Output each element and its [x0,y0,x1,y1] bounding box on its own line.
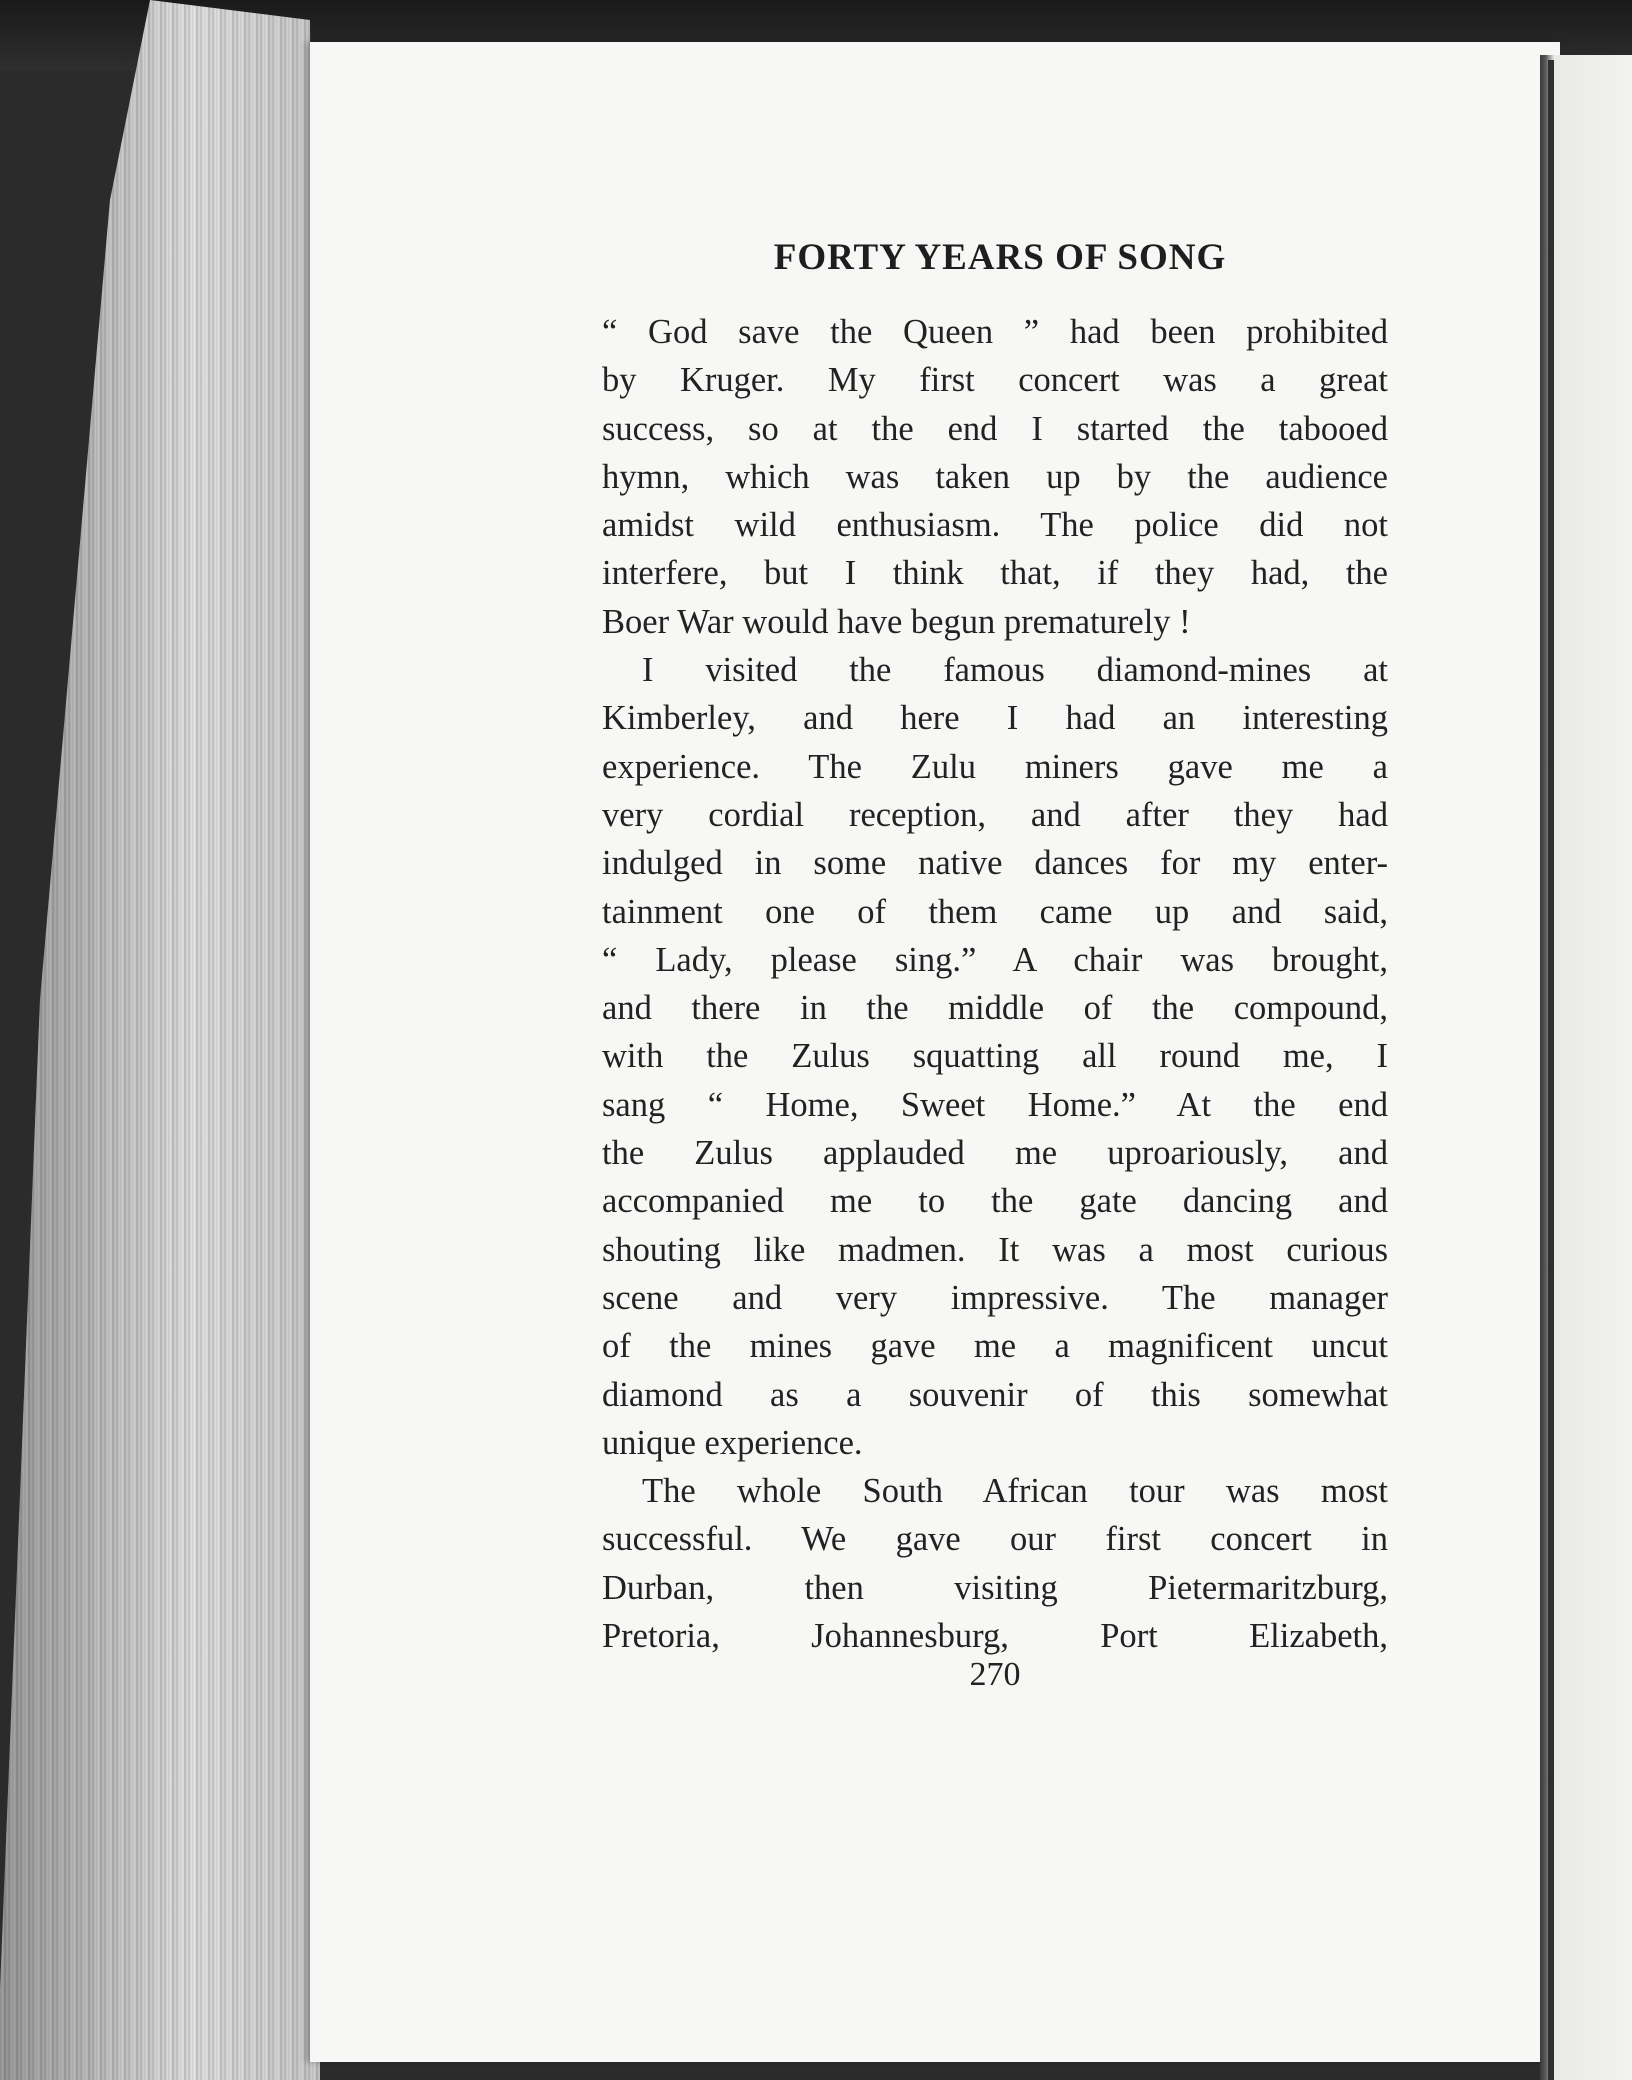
text-line: of the mines gave me a magnificent uncut [602,1327,1388,1366]
body-text [602,308,1388,1660]
text-line: and there in the middle of the compound, [602,989,1388,1028]
text-line: interfere, but I think that, if they had, the [602,554,1388,593]
text-line: diamond as a souvenir of this somewhat [602,1375,1388,1414]
text-line: Durban, then visiting Pietermaritzburg, [602,1568,1388,1607]
text-line: Pretoria, Johannesburg, Port Elizabeth, [602,1617,1388,1656]
text-line: with the Zulus squatting all round me, I [602,1037,1388,1076]
text-line: indulged in some native dances for my enter- [602,844,1388,883]
text-line: scene and very impressive. The manager [602,1278,1388,1317]
text-line: accompanied me to the gate dancing and [602,1182,1388,1221]
text-line: “ God save the Queen ” had been prohibited [602,313,1388,351]
page-edges-shadow [0,0,320,2080]
text-line: by Kruger. My first concert was a great [602,361,1388,400]
text-line: successful. We gave our first concert in [602,1520,1388,1559]
text-line: I visited the famous diamond-mines at [642,651,1388,690]
text-line: The whole South African tour was most [642,1472,1388,1511]
page-number: 270 [969,1656,1021,1693]
text-line: Boer War would have begun prematurely ! [602,602,1191,641]
text-line: shouting like madmen. It was a most curious [602,1230,1388,1269]
text-line: sang “ Home, Sweet Home.” At the end [602,1085,1388,1124]
text-line: unique experience. [602,1423,863,1462]
text-line: the Zulus applauded me uproariously, and [602,1134,1388,1173]
text-line: tainment one of them came up and said, [602,892,1388,931]
text-line: hymn, which was taken up by the audience [602,457,1388,496]
text-line: amidst wild enthusiasm. The police did not [602,506,1388,545]
text-line: “ Lady, please sing.” A chair was brought, [602,940,1388,979]
text-line: experience. The Zulu miners gave me a [602,747,1388,786]
text-line: very cordial reception, and after they had [602,795,1388,834]
text-line: success, so at the end I started the tabooed [602,409,1388,448]
running-head: FORTY YEARS OF SONG [773,237,1227,278]
book-gutter [1548,60,1554,2080]
text-line: Kimberley, and here I had an interesting [602,699,1388,738]
